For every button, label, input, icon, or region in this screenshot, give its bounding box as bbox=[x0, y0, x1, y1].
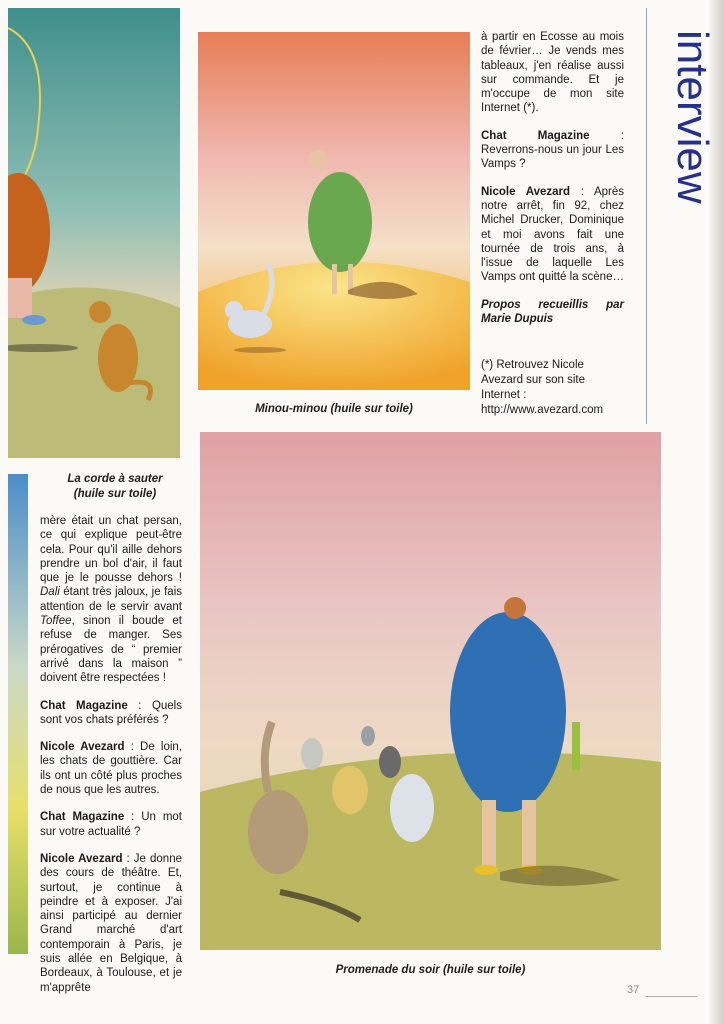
question-text: : Reverrons-nous un jour Les Vamps ? bbox=[481, 129, 624, 171]
question bbox=[40, 699, 182, 728]
answer bbox=[40, 852, 182, 995]
painting-minou-minou bbox=[198, 32, 470, 390]
speaker: Chat Magazine bbox=[40, 811, 125, 824]
footnote: (*) Retrouvez Nicole Avezard sur son site Internet : http://www.avezard.com bbox=[481, 359, 604, 416]
painting-promenade-du-soir bbox=[200, 432, 661, 950]
answer bbox=[481, 185, 624, 285]
answer-text: : Après notre arrêt, fin 92, chez Michel Drucker, Dominique et moi avons fait une tournée de trois ans, à l'issue de laquelle Les Vamps ont quitté la scène… bbox=[481, 185, 624, 284]
cat-name: Toffee bbox=[40, 615, 72, 628]
speaker: Nicole Avezard bbox=[40, 852, 123, 865]
credit-text: Propos recueillis par Marie Dupuis bbox=[481, 298, 624, 326]
caption-promenade-du-soir: Promenade du soir (huile sur toile) bbox=[335, 964, 526, 976]
credit bbox=[481, 298, 624, 327]
cat-name: Dali bbox=[40, 586, 60, 599]
text: mère était un chat persan, ce qui explique peut-être cela. Pour qu'il aille dehors prendre un bol d'air, il faut que je le pousse dehors ! bbox=[40, 515, 182, 585]
speaker: Nicole Avezard bbox=[40, 741, 125, 754]
speaker: Nicole Avezard bbox=[481, 185, 571, 198]
title-divider bbox=[646, 8, 647, 424]
caption-minou-minou: Minou-minou (huile sur toile) bbox=[255, 403, 413, 415]
speaker: Chat Magazine bbox=[40, 699, 128, 712]
section-title: interview bbox=[668, 30, 717, 204]
text: , sinon il boude et refuse de manger. Ses prérogatives de “ premier arrivé dans la maison ” doivent être respectées ! bbox=[40, 615, 182, 685]
question-text: : Quels sont vos chats préférés ? bbox=[40, 699, 182, 726]
page-number: 37 bbox=[627, 984, 640, 996]
answer-text: : Je donne des cours de théâtre. Et, surtout, je continue à peindre et à exposer. J'ai ainsi participé au dernier Grand marché d'art contemporain à Paris, je suis allée en Belgique, à Bordeaux, à Toulouse, et je m'apprête bbox=[40, 852, 182, 994]
paragraph bbox=[40, 514, 182, 686]
question bbox=[40, 810, 182, 839]
painting-strip-left bbox=[8, 474, 28, 954]
question bbox=[481, 129, 624, 172]
page-rule bbox=[645, 996, 697, 997]
text: étant très jaloux, je fais attention de le servir avant bbox=[40, 586, 182, 613]
answer bbox=[40, 740, 182, 797]
right-column bbox=[481, 30, 624, 339]
speaker: Chat Magazine bbox=[481, 129, 590, 142]
painting-corde-a-sauter bbox=[8, 8, 180, 458]
left-column bbox=[40, 514, 182, 1008]
answer-text: : De loin, les chats de gouttière. Car ils ont un côté plus proches de nous que les autres. bbox=[40, 741, 182, 797]
paragraph: à partir en Ecosse au mois de février… Je vends mes tableaux, j'en réalise aussi sur commande. Et je m'occupe de mon site Internet (*). bbox=[481, 31, 624, 115]
caption-corde-a-sauter: La corde à sauter (huile sur toile) bbox=[67, 473, 163, 500]
question-text: : Un mot sur votre actualité ? bbox=[40, 811, 182, 838]
